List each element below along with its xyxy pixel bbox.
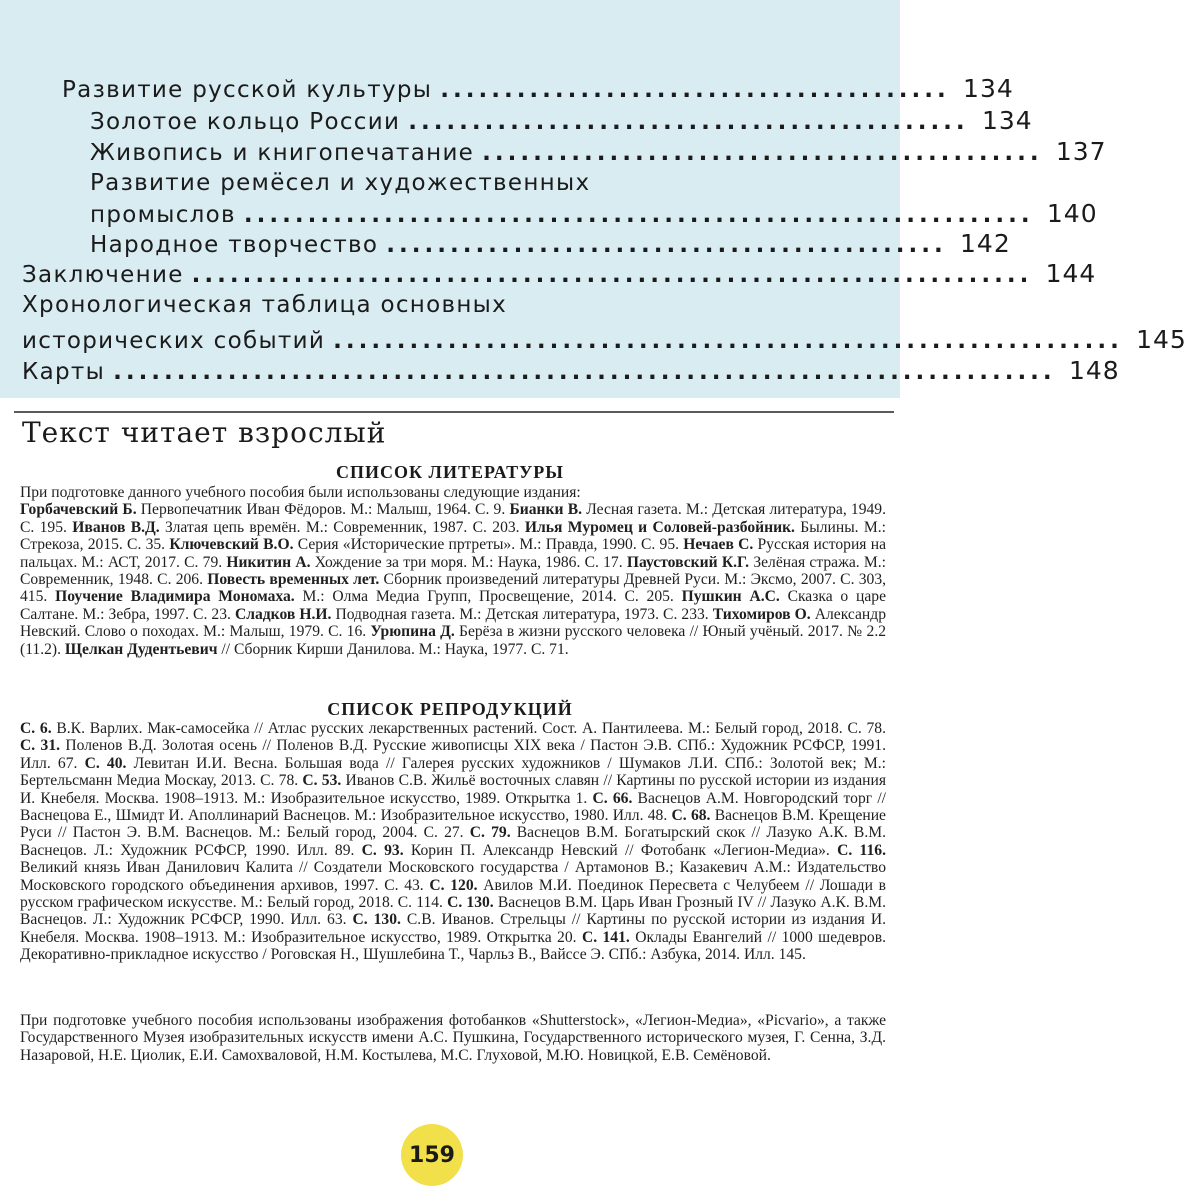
reproduction-entry-text: Поленов В.Д. Золотая осень // Поленов В.Д. Русские живописцы XIX века / Пастон Э.В. СПб.: Художник РСФСР, 1991. Илл. 67. xyxy=(20,737,886,772)
toc-item[interactable] xyxy=(90,106,1033,135)
acknowledgement-paragraph xyxy=(20,1012,886,1064)
toc-item[interactable] xyxy=(22,259,1097,288)
literature-entry-text: Подводная газета. М.: Детская литература, 1973. С. 233. xyxy=(331,605,713,623)
literature-entry-author: Поучение Владимира Мономаха. xyxy=(55,588,295,606)
literature-entry-author: Щелкан Дудентьевич xyxy=(64,640,218,658)
literature-entry-text: Былины. М.: Стрекоза, 2015. С. 35. xyxy=(20,518,887,554)
reproductions-title: СПИСОК РЕПРОДУКЦИЙ xyxy=(327,699,573,719)
toc-item-page: 137 xyxy=(1055,137,1107,166)
toc-item-page: 145 xyxy=(1136,325,1187,354)
reproduction-entry-text: В.К. Варлих. Мак-самосейка // Атлас русских лекарственных растений. Сост. А. Пантилеева. М.: Белый город, 2018. С. 78. xyxy=(51,720,886,737)
toc-leader-dots: ............................................ xyxy=(482,140,1043,166)
reproduction-page-ref: С. 31. xyxy=(20,737,61,755)
literature-list xyxy=(20,484,886,658)
acknowledgement-names: Г. Сенна, З.Д. Назаровой, Н.Е. Циолик, Е.И. Самохваловой, Н.М. Костылева, М.С. Глуховой, М.Ю. Новицкой, Е.В. Семёновой. xyxy=(20,1029,886,1064)
toc-item-label-line: Хронологическая таблица основных xyxy=(22,292,508,318)
toc-item-label: Золотое кольцо России xyxy=(90,109,401,135)
toc-leader-dots: .......................................................................... xyxy=(113,359,1056,385)
toc-item[interactable] xyxy=(90,229,1011,258)
literature-entry-author: Никитин А. xyxy=(226,553,311,571)
literature-entry-author: Нечаев С. xyxy=(683,536,754,554)
reproduction-entry-text: Васнецов В.М. Царь Иван Грозный IV // Лазуко А.К. В.М. Васнецов. Л.: Художник РСФСР, 1990. Илл. 63. xyxy=(20,894,886,929)
reproduction-entry-text: Оклады Евангелий // 1000 шедевров. Декоративно-прикладное искусство / Роговская Н., Шушлебина Т., Чарльз В., Вайссе Э. СПб.: Азбука, 2014. Илл. 145. xyxy=(20,928,886,964)
reproduction-page-ref: С. 130. xyxy=(352,911,401,929)
toc-item-label: Народное творчество xyxy=(90,232,379,258)
literature-entry-author: Тихомиров О. xyxy=(712,605,811,623)
literature-entry-author: Повесть временных лет. xyxy=(207,571,380,589)
literature-entry-author: Иванов В.Д. xyxy=(72,518,160,536)
literature-entry-text: Александр Невский. Слово о походах. М.: Малыш, 1979. С. 16. xyxy=(20,605,886,641)
reproduction-page-ref: С. 40. xyxy=(84,754,127,772)
toc-item-label: Живопись и книгопечатание xyxy=(90,140,475,166)
toc-item[interactable] xyxy=(90,137,1107,166)
toc-item-page: 134 xyxy=(963,74,1014,103)
toc-item-page: 134 xyxy=(981,106,1033,135)
reproductions-list xyxy=(20,720,886,964)
reproduction-page-ref: С. 68. xyxy=(671,807,711,825)
toc-item-label-line: Развитие ремёсел и художественных xyxy=(90,170,591,196)
acknowledgement-text: При подготовке учебного пособия использованы изображения фотобанков «Shutterstock», «Легион-Медиа», «Picvario», а также Государственного Музея изобразительных искусств имени А.С. Пушкина, Государственного исторического музея, xyxy=(20,1012,886,1047)
literature-title: СПИСОК ЛИТЕРАТУРЫ xyxy=(336,462,564,482)
toc-leader-dots: .............................................................. xyxy=(243,202,1034,228)
reproduction-entry-text: Великий князь Иван Данилович Калита // Создатели Московского государства / Артамонов В.; Казакевич А.М.: Издательство Московского городского объединения архивов, 1997. С. 43. xyxy=(20,859,886,894)
reproduction-entry-text: Авилов М.И. Поединок Пересвета с Челубеем // Лошади в русском графическом искусстве. М.: Белый город, 2018. С. 114. xyxy=(20,876,886,912)
toc-leader-dots: .............................................................. xyxy=(333,328,1123,354)
literature-entry-text: Серия «Исторические пртреты». М.: Правда, 1990. С. 95. xyxy=(293,536,684,554)
literature-entry-text: // Сборник Кирши Данилова. М.: Наука, 1977. С. 71. xyxy=(217,640,569,658)
literature-entry-author: Бианки В. xyxy=(509,501,582,519)
literature-entry-author: Урюпина Д. xyxy=(370,623,455,641)
toc-item-page: 144 xyxy=(1045,259,1097,288)
toc-item[interactable] xyxy=(22,325,1187,354)
toc-leader-dots: .................................................................. xyxy=(191,262,1033,288)
adult-reading-heading: Текст читает взрослый xyxy=(22,416,387,449)
reproduction-entry-text: Корин П. Александр Невский // Фотобанк «Легион-Медиа». xyxy=(403,841,838,859)
reproduction-entry-text: Иванов С.В. Жильё восточных славян // Картины по русской истории из издания И. Кнебеля. Москва. 1908–1913. М.: Изобразительное искусство, 1989. Открытка 1. xyxy=(20,772,886,807)
reproduction-page-ref: С. 6. xyxy=(20,720,52,737)
literature-entry-text: Первопечатник Иван Фёдоров. М.: Малыш, 1964. С. 9. xyxy=(136,501,510,519)
section-divider xyxy=(14,411,894,413)
literature-entry-text: М.: Олма Медиа Групп, Просвещение, 2014. С. 205. xyxy=(294,588,682,606)
literature-entry-text: Сборник произведений литературы Древней Руси. М.: Эксмо, 2007. С. 303, 415. xyxy=(20,571,887,606)
table-of-contents xyxy=(0,0,1187,398)
toc-item-label: Заключение xyxy=(22,262,184,288)
literature-intro: При подготовке данного учебного пособия были использованы следующие издания: xyxy=(20,484,581,501)
toc-item-page: 140 xyxy=(1046,199,1098,228)
toc-item[interactable] xyxy=(22,356,1120,385)
literature-entry-author: Ключевский В.О. xyxy=(169,536,294,554)
literature-entry-text: Златая цепь времён. М.: Современник, 1987. С. 203. xyxy=(159,518,525,536)
toc-item-page: 148 xyxy=(1068,356,1120,385)
reproduction-page-ref: С. 130. xyxy=(447,894,494,912)
literature-entry-author: Илья Муромец и Соловей-разбойник. xyxy=(524,518,795,536)
toc-item-label: Развитие русской культуры xyxy=(62,77,433,103)
literature-entry-text: Лесная газета. М.: Детская литература, 1949. С. 195. xyxy=(20,501,886,536)
page-number-badge: 159 xyxy=(401,1124,463,1186)
toc-leader-dots: ............................................ xyxy=(408,109,969,135)
literature-entry-text: Русская история на пальцах. М.: АСТ, 2017. С. 79. xyxy=(20,536,886,571)
reproduction-page-ref: С. 120. xyxy=(429,876,478,894)
toc-item-label: исторических событий xyxy=(22,328,326,354)
literature-entry-text: Сказка о царе Салтане. М.: Зебра, 1997. С. 23. xyxy=(20,588,887,623)
reproduction-page-ref: С. 66. xyxy=(592,789,633,807)
reproduction-entry-text: С.В. Иванов. Стрельцы // Картины по русской истории из издания И. Кнебеля. Москва. 1908–1913. М.: Изобразительное искусство, 1989. Открытка 20. xyxy=(20,911,886,946)
reproduction-page-ref: С. 141. xyxy=(581,928,630,946)
literature-entry-text: Берёза в жизни русского человека // Юный учёный. 2017. № 2.2 (11.2). xyxy=(20,623,887,658)
reproduction-entry-text: Васнецов А.М. Новгородский торг // Васнецова Е., Шмидт И. Аполлинарий Васнецов. М.: Изобразительное искусство, 1980. Илл. 48. xyxy=(20,789,886,825)
reproduction-entry-text: Васнецов В.М. Богатырский скок // Лазуко А.К. В.М. Васнецов. Л.: Художник РСФСР, 1990. Илл. 89. xyxy=(20,824,886,859)
toc-item-label: промыслов xyxy=(90,202,236,228)
reproduction-entry-text: Васнецов В.М. Крещение Руси // Пастон Э. В.М. Васнецов. М.: Белый город, 2004. С. 27. xyxy=(20,807,886,842)
literature-entry-author: Пушкин А.С. xyxy=(681,588,780,606)
toc-item-page: 142 xyxy=(960,229,1011,258)
literature-entry-author: Горбачевский Б. xyxy=(20,501,137,519)
reproduction-page-ref: С. 93. xyxy=(361,841,404,859)
toc-item[interactable] xyxy=(90,199,1098,228)
literature-entry-author: Паустовский К.Г. xyxy=(626,553,750,571)
reproduction-entry-text: Левитан И.И. Весна. Большая вода // Галерея русских художников / Шумаков Л.И. СПб.: Золотой век; М.: Бертельсманн Медиа Москау, 2013. С. 78. xyxy=(20,754,886,790)
reproduction-page-ref: С. 116. xyxy=(837,841,886,859)
literature-entry-text: Хождение за три моря. М.: Наука, 1986. С. 17. xyxy=(310,553,627,571)
reproduction-page-ref: С. 53. xyxy=(302,772,342,790)
literature-entry-text: Зелёная стража. М.: Современник, 1948. С. 206. xyxy=(20,553,887,589)
toc-leader-dots: ........................................ xyxy=(440,77,950,103)
toc-item[interactable] xyxy=(62,74,1014,103)
reproduction-page-ref: С. 79. xyxy=(469,824,511,842)
toc-item-label: Карты xyxy=(22,359,106,385)
toc-leader-dots: ............................................ xyxy=(386,232,947,258)
literature-entry-author: Сладков Н.И. xyxy=(234,605,332,623)
